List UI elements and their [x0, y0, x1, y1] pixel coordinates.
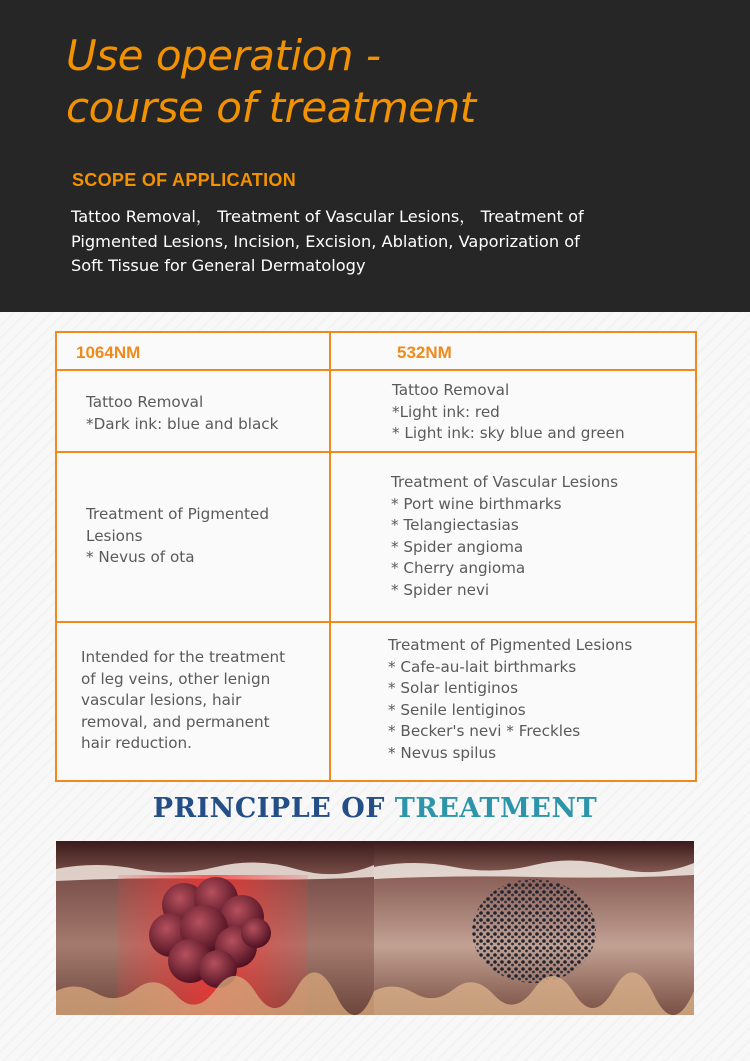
cell-line: Treatment of Pigmented — [86, 505, 269, 523]
wavelength-table — [55, 331, 697, 782]
header-banner — [0, 0, 750, 312]
shattered-pigment-image — [374, 841, 694, 1015]
page-title — [66, 30, 706, 134]
table-row-divider — [57, 369, 695, 371]
table-row-divider — [57, 451, 695, 453]
scope-line-3: Soft Tissue for General Dermatology — [71, 256, 366, 275]
cell-line: Intended for the treatment — [81, 648, 286, 666]
cell-line: vascular lesions, hair — [81, 691, 242, 709]
principle-heading — [0, 793, 750, 824]
cell-line: * Nevus of ota — [86, 548, 195, 566]
cell-line: * Senile lentiginos — [388, 700, 526, 719]
table-cell-532-row-3 — [388, 635, 632, 764]
cell-line: * Light ink: sky blue and green — [392, 424, 625, 442]
cell-line: Tattoo Removal — [86, 393, 204, 411]
table-column-divider — [329, 333, 331, 780]
column-header-532nm: 532NM — [397, 343, 452, 362]
cell-line: * Port wine birthmarks — [391, 494, 562, 513]
cell-line: hair reduction. — [81, 734, 193, 752]
scope-description — [71, 205, 691, 279]
cell-line: * Spider nevi — [391, 580, 490, 599]
cell-line: Tattoo Removal — [392, 381, 510, 399]
page-title-line-1: Use operation - — [66, 31, 381, 80]
scope-heading: SCOPE OF APPLICATION — [72, 170, 297, 190]
cell-line: Treatment of Pigmented Lesions — [388, 636, 633, 654]
cell-line: * Nevus spilus — [388, 743, 497, 762]
column-header-1064nm: 1064NM — [76, 343, 141, 362]
cell-line: * Spider angioma — [391, 537, 524, 556]
table-cell-1064-row-3 — [81, 647, 285, 755]
table-row-divider — [57, 621, 695, 623]
table-cell-1064-row-1 — [86, 392, 278, 435]
page-title-line-2: course of treatment — [66, 83, 476, 132]
cell-line: Treatment of Vascular Lesions — [391, 473, 619, 491]
cell-line: * Becker's nevi * Freckles — [388, 722, 581, 740]
laser-pigment-image — [56, 841, 374, 1015]
cell-line: * Cherry angioma — [391, 559, 526, 577]
scope-line-2: Pigmented Lesions, Incision, Excision, Ablation, Vaporization of — [71, 231, 580, 251]
cell-line: removal, and permanent — [81, 712, 270, 731]
cell-line: * Telangiectasias — [391, 516, 519, 534]
cell-line: * Cafe-au-lait birthmarks — [388, 657, 577, 676]
table-cell-532-row-1 — [392, 380, 625, 445]
scope-line-1: Tattoo Removal， Treatment of Vascular Lesions， Treatment of — [71, 207, 584, 226]
pigment-particles — [472, 879, 596, 983]
cell-line: *Dark ink: blue and black — [86, 414, 279, 433]
table-cell-1064-row-2 — [86, 504, 269, 569]
cell-line: of leg veins, other lenign — [81, 669, 271, 688]
cell-line: *Light ink: red — [392, 402, 500, 421]
principle-heading-part-1: PRINCIPLE OF — [152, 793, 385, 824]
table-cell-532-row-2 — [391, 472, 618, 601]
illustration-shattered-pigment — [374, 841, 694, 1015]
principle-heading-part-2: TREATMENT — [394, 793, 598, 824]
cell-line: * Solar lentiginos — [388, 679, 519, 697]
cell-line: Lesions — [86, 526, 143, 545]
illustration-laser-on-pigment — [56, 841, 374, 1015]
